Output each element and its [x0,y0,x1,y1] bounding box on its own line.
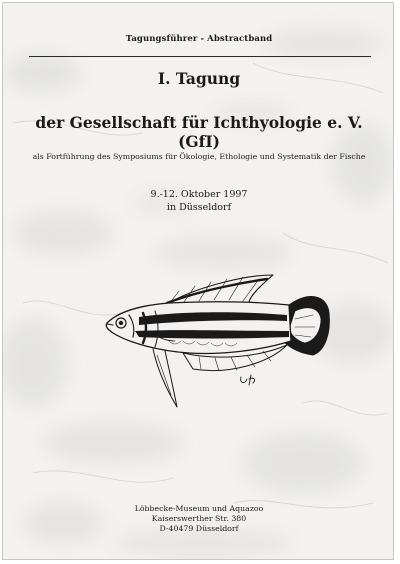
conference-title-line3: (GfI) [178,132,220,151]
conference-title-line2: der Gesellschaft für Ichthyologie e. V. [35,113,363,132]
address-line3: D-40479 Düsseldorf [159,524,239,533]
booklet-type-label: Tagungsführer - Abstractband [125,34,273,44]
header-divider [29,56,371,57]
address-line2: Kaiserswerther Str. 380 [151,514,247,523]
address-line1: Löbbecke-Museum und Aquazoo [134,504,264,513]
conference-title-line1: I. Tagung [157,69,241,88]
conference-subtitle: als Fortführung des Symposiums für Ökologie, Ethologie und Systematik der Fische [32,152,366,161]
booklet-cover [2,2,394,560]
conference-place: in Düsseldorf [166,202,232,213]
fish-illustration-icon [99,271,339,411]
conference-date: 9.-12. Oktober 1997 [150,189,248,200]
